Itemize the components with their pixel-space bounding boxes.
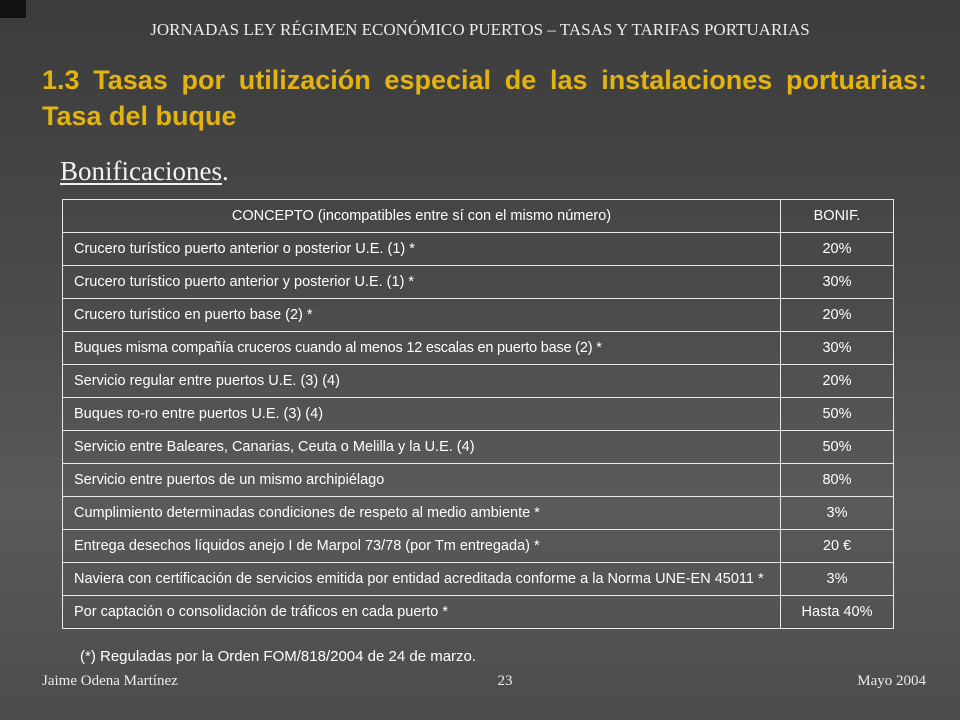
bonifications-table [62, 199, 894, 629]
row-concept: Buques misma compañía cruceros cuando al menos 12 escalas en puerto base (2) * [63, 332, 781, 365]
header-concept: CONCEPTO (incompatibles entre sí con el mismo número) [63, 200, 781, 233]
subtitle-text: Bonificaciones [60, 156, 222, 186]
table-row [63, 233, 894, 266]
row-bonus: 3% [781, 497, 894, 530]
section-subtitle [60, 156, 229, 187]
row-bonus: 80% [781, 464, 894, 497]
row-bonus: 20 € [781, 530, 894, 563]
row-bonus: 20% [781, 299, 894, 332]
table-row [63, 563, 894, 596]
slide-title: 1.3 Tasas por utilización especial de las instalaciones portuarias: Tasa del buque [42, 65, 927, 131]
table-row [63, 596, 894, 629]
row-bonus: 30% [781, 266, 894, 299]
row-concept: Cumplimiento determinadas condiciones de respeto al medio ambiente * [63, 497, 781, 530]
table-row [63, 332, 894, 365]
table-row [63, 464, 894, 497]
row-concept: Servicio entre puertos de un mismo archipiélago [63, 464, 781, 497]
table-row [63, 299, 894, 332]
table-row [63, 497, 894, 530]
row-bonus: 20% [781, 365, 894, 398]
table-header-row [63, 200, 894, 233]
row-bonus: 50% [781, 431, 894, 464]
row-bonus: 20% [781, 233, 894, 266]
footnote: (*) Reguladas por la Orden FOM/818/2004 de 24 de marzo. [80, 648, 477, 665]
table-row [63, 266, 894, 299]
footer-page-number: 23 [497, 673, 513, 689]
row-concept: Por captación o consolidación de tráficos en cada puerto * [63, 596, 781, 629]
row-concept: Crucero turístico en puerto base (2) * [63, 299, 781, 332]
row-concept: Servicio regular entre puertos U.E. (3) (4) [63, 365, 781, 398]
row-concept: Entrega desechos líquidos anejo I de Marpol 73/78 (por Tm entregada) * [63, 530, 781, 563]
row-bonus: Hasta 40% [781, 596, 894, 629]
row-concept: Buques ro-ro entre puertos U.E. (3) (4) [63, 398, 781, 431]
subtitle-period: . [221, 156, 229, 186]
row-concept: Naviera con certificación de servicios emitida por entidad acreditada conforme a la Norma UNE-EN 45011 * [63, 563, 781, 596]
table-row [63, 530, 894, 563]
row-bonus: 30% [781, 332, 894, 365]
table-row [63, 398, 894, 431]
corner-decoration [0, 0, 26, 18]
row-concept: Crucero turístico puerto anterior o posterior U.E. (1) * [63, 233, 781, 266]
footer-author: Jaime Odena Martínez [42, 673, 178, 689]
row-concept: Crucero turístico puerto anterior y posterior U.E. (1) * [63, 266, 781, 299]
table-row [63, 431, 894, 464]
presentation-header: JORNADAS LEY RÉGIMEN ECONÓMICO PUERTOS – TASAS Y TARIFAS PORTUARIAS [150, 20, 810, 39]
table-row [63, 365, 894, 398]
row-bonus: 3% [781, 563, 894, 596]
header-bonus: BONIF. [781, 200, 894, 233]
footer-date: Mayo 2004 [857, 673, 926, 689]
row-concept: Servicio entre Baleares, Canarias, Ceuta o Melilla y la U.E. (4) [63, 431, 781, 464]
row-bonus: 50% [781, 398, 894, 431]
